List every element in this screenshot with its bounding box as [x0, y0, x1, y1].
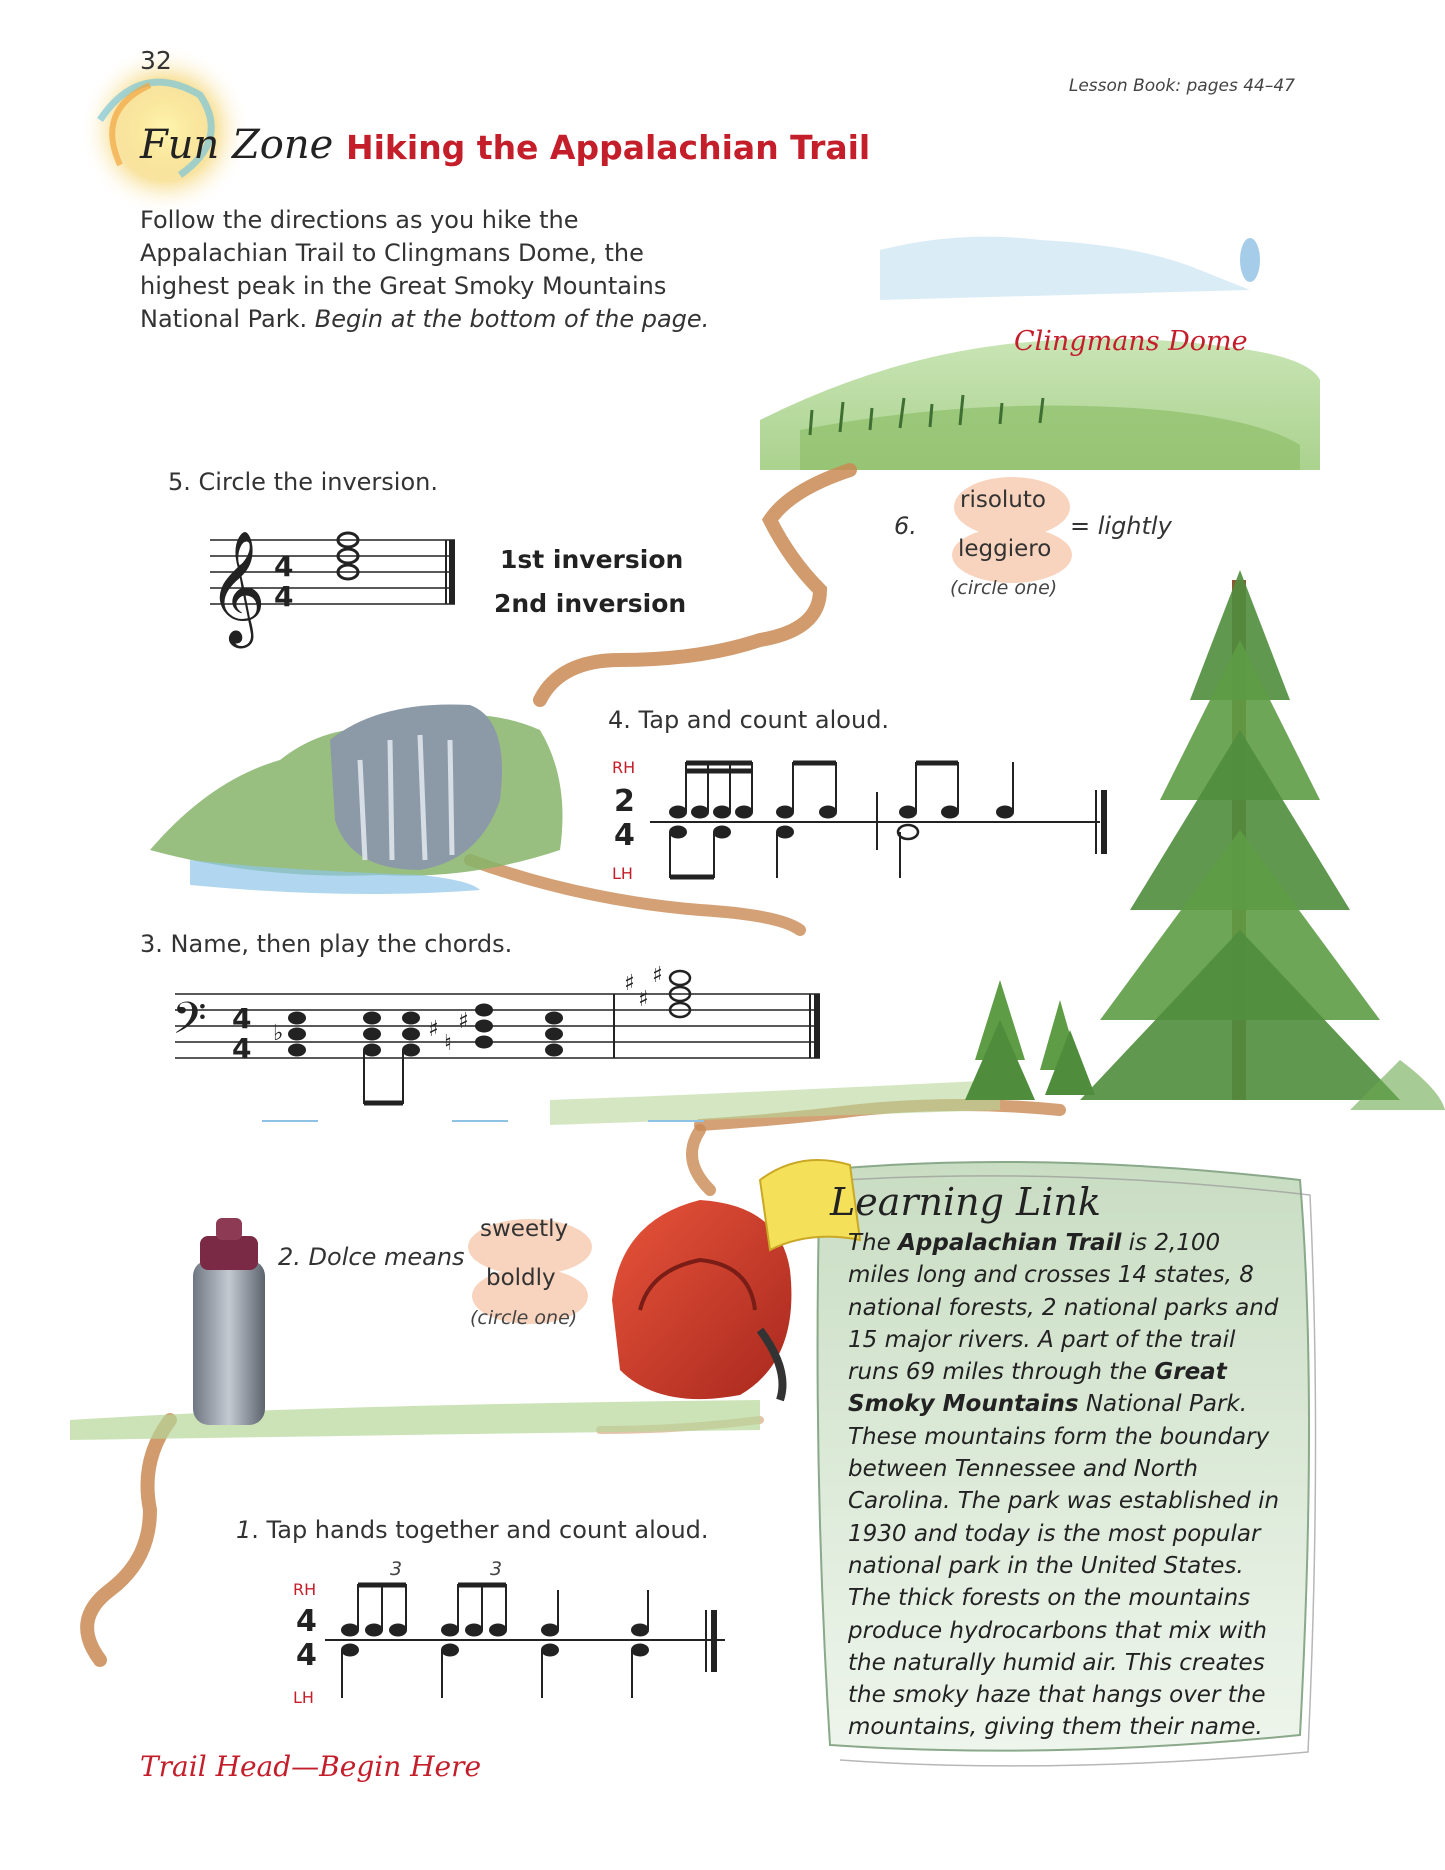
svg-text:♯: ♯: [458, 1009, 469, 1034]
q2-prompt: [278, 1243, 465, 1271]
q1-rh-label: RH: [293, 1580, 317, 1599]
ll-appalachian-trail: Appalachian Trail: [898, 1230, 1122, 1256]
trail-head-label: Trail Head—Begin Here: [140, 1750, 482, 1783]
svg-text:♯: ♯: [652, 963, 663, 988]
q3-answer-blank-1[interactable]: [262, 1120, 318, 1122]
q5-time-bottom: 4: [274, 580, 294, 613]
q3-answer-blank-3[interactable]: [648, 1120, 704, 1122]
intro-italic: Begin at the bottom of the page.: [314, 305, 710, 333]
q3-time-bottom: 4: [232, 1032, 252, 1065]
staff-q4: [650, 762, 1104, 878]
ll-great-smoky-mountains: Great Smoky Mountains: [848, 1359, 1227, 1418]
q1-triplet-2: 3: [490, 1558, 503, 1580]
q1-triplet-1: 3: [390, 1558, 403, 1580]
fun-zone-label: Fun Zone: [140, 122, 334, 168]
q2-number: 2.: [278, 1243, 301, 1271]
q2-note: (circle one): [470, 1307, 578, 1329]
q1-text: Tap hands together and count aloud.: [266, 1516, 709, 1544]
q6-option-leggiero[interactable]: leggiero: [958, 536, 1052, 562]
q6-number: 6.: [894, 512, 917, 540]
intro-body: Follow the directions as you hike the Appalachian Trail to Clingmans Dome, the highest peak in the Great Smoky Mountains National Park.: [140, 206, 667, 333]
q4-time-bottom: 4: [614, 818, 635, 853]
waterfall-rock: [150, 704, 563, 894]
ll-part-a: The: [848, 1230, 899, 1256]
staff-q3: [175, 963, 820, 1104]
q1-time-bottom: 4: [296, 1638, 317, 1673]
q5-option-1st-inversion[interactable]: 1st inversion: [500, 545, 684, 574]
q5-text: Circle the inversion.: [198, 468, 438, 496]
q3-prompt: 3. Name, then play the chords.: [140, 930, 513, 958]
svg-text:♯: ♯: [624, 971, 635, 996]
q4-number: 4: [608, 706, 624, 734]
learning-link-text: [848, 1227, 1288, 1744]
q6-option-risoluto[interactable]: risoluto: [960, 487, 1046, 513]
q4-lh-label: LH: [612, 864, 633, 883]
learning-link-title: Learning Link: [830, 1180, 1101, 1224]
pine-tree: [965, 570, 1445, 1110]
q2-option-sweetly[interactable]: sweetly: [480, 1216, 569, 1242]
svg-text:♮: ♮: [444, 1031, 452, 1056]
q6-meaning: = lightly: [1070, 512, 1172, 540]
ll-part-e: National Park. These mountains form the boundary between Tennessee and North Carolina. The park was established in 1930 and today is the most popular national park in the United States. The thick forests on the mountains produce hydrocarbons that mix with the naturally humid air. This creates the smoky haze that hangs over the mountains, giving them their name.: [848, 1391, 1280, 1741]
q1-lh-label: LH: [293, 1688, 314, 1707]
backpack-icon: [612, 1200, 791, 1400]
q2-text: Dolce means: [308, 1243, 465, 1271]
q5-option-2nd-inversion[interactable]: 2nd inversion: [494, 589, 687, 618]
q6-note: (circle one): [950, 577, 1058, 599]
q4-rh-label: RH: [612, 758, 636, 777]
page-number: 32: [140, 46, 172, 75]
q1-time-top: 4: [296, 1604, 317, 1639]
svg-text:♭: ♭: [273, 1021, 284, 1046]
water-bottle-icon: [193, 1218, 265, 1425]
q3-answer-blank-2[interactable]: [452, 1120, 508, 1122]
q4-text: Tap and count aloud.: [638, 706, 890, 734]
lesson-reference: Lesson Book: pages 44–47: [1068, 76, 1295, 96]
q3-text: Name, then play the chords.: [170, 930, 513, 958]
q1-number: 1: [236, 1516, 252, 1544]
q5-time-top: 4: [274, 550, 294, 583]
q5-number: 5: [168, 468, 184, 496]
svg-text:♯: ♯: [638, 987, 649, 1012]
staff-q1: [325, 1584, 725, 1698]
bass-clef-icon: 𝄢: [172, 992, 207, 1055]
page-title: Hiking the Appalachian Trail: [346, 128, 871, 167]
svg-text:♯: ♯: [428, 1017, 439, 1042]
destination-label: Clingmans Dome: [1014, 326, 1248, 357]
q4-prompt: 4. Tap and count aloud.: [608, 706, 890, 734]
q2-option-boldly[interactable]: boldly: [486, 1265, 556, 1291]
q5-prompt: 5. Circle the inversion.: [168, 468, 438, 496]
intro-text: [140, 204, 730, 336]
q1-prompt: 1. Tap hands together and count aloud.: [236, 1516, 709, 1544]
q3-time-top: 4: [232, 1002, 252, 1035]
ll-part-c: is 2,100 miles long and crosses 14 states, 8 national forests, 2 national parks and 15 major rivers. A part of the trail runs 69 miles through the: [848, 1230, 1279, 1386]
treble-clef-icon: 𝄞: [208, 530, 266, 644]
q3-number: 3: [140, 930, 156, 958]
q4-time-top: 2: [614, 784, 635, 819]
